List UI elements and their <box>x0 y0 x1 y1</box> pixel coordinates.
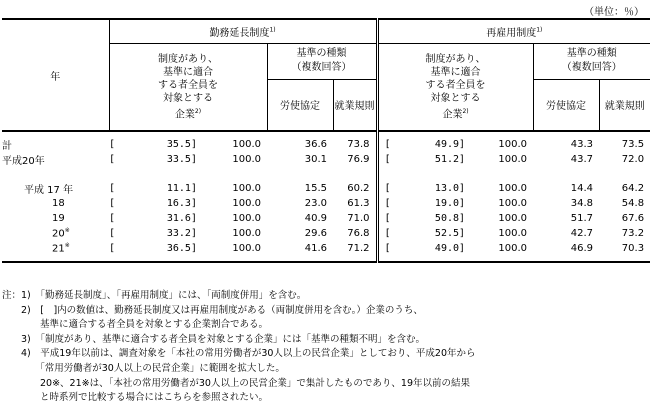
footnote-line: 20※、21※は、「本社の常用労働者が30人以上の民営企業」で集計したものであり、19年以前の結果 <box>2 377 471 389</box>
g1-rules: 71.0 <box>333 211 377 226</box>
bracket-open: [ <box>384 228 391 239</box>
g2-total: 100.0 <box>498 183 528 194</box>
row-year: 18 <box>52 198 65 209</box>
bracket-open: [ <box>109 183 116 194</box>
g1-labor: 36.6 <box>304 139 327 150</box>
bracket-open: [ <box>384 243 391 254</box>
data-table <box>2 18 650 263</box>
g2-labor: 42.7 <box>570 228 594 239</box>
g1-labor: 41.6 <box>304 243 327 254</box>
g2-rules: 73.2 <box>621 228 645 239</box>
footnotes <box>2 289 650 406</box>
table-row <box>2 226 650 241</box>
g1-rules: 61.3 <box>333 196 377 211</box>
footnote-line: 「常用労働者が30人以上の民営企業」に範囲を拡大した。 <box>2 362 285 374</box>
g1-total: 100.0 <box>232 198 261 209</box>
g1-bracket-value: 11.1] <box>166 183 197 194</box>
table-row <box>2 241 650 256</box>
g2-rules: 67.6 <box>621 213 645 224</box>
g1-total: 100.0 <box>232 243 261 254</box>
g1-bracket-value: 33.5] <box>166 154 197 165</box>
g2-bracket-value: 19.0] <box>434 198 466 209</box>
g2-labor: 46.9 <box>570 243 594 254</box>
header-group2: 再雇用制度$^{1)}$ <box>377 19 650 43</box>
row-year: 20※ <box>52 227 70 240</box>
header-g1-labor: 労使協定 <box>267 79 333 131</box>
g1-rules: 60.2 <box>333 181 377 196</box>
g1-labor: 40.9 <box>304 213 327 224</box>
g1-labor: 23.0 <box>304 198 327 209</box>
table-row <box>2 137 650 152</box>
g1-bracket-value: 31.6] <box>166 213 197 224</box>
g1-bracket-value: 33.2] <box>166 228 197 239</box>
bracket-open: [ <box>384 183 391 194</box>
g2-total: 100.0 <box>498 198 528 209</box>
g1-rules: 76.8 <box>333 226 377 241</box>
g2-bracket-value: 52.5] <box>434 228 466 239</box>
row-year: 19 <box>52 213 65 224</box>
row-year: 21※ <box>52 242 70 255</box>
g1-total: 100.0 <box>232 183 261 194</box>
g2-labor: 51.7 <box>570 213 594 224</box>
header-year: 年 <box>2 19 109 131</box>
bracket-open: [ <box>384 213 391 224</box>
footnote-line: 注：1) 「勤務延長制度」、「再雇用制度」には、「両制度併用」を含む。 <box>2 290 307 301</box>
bracket-open: [ <box>384 198 391 209</box>
g2-total: 100.0 <box>498 243 528 254</box>
g2-rules: 64.2 <box>621 183 645 194</box>
g2-rules: 70.3 <box>621 243 645 254</box>
g2-bracket-value: 49.9] <box>434 139 466 150</box>
table-row <box>2 196 650 211</box>
g2-labor: 14.4 <box>570 183 594 194</box>
g2-total: 100.0 <box>498 213 528 224</box>
g2-bracket-value: 13.0] <box>434 183 466 194</box>
row-year: 平成 17 年 <box>24 185 74 196</box>
bracket-open: [ <box>109 213 116 224</box>
footnote-line: 3) 「制度があり、基準に適合する者全員を対象とする企業」には「基準の種類不明」を含む。 <box>2 333 426 345</box>
g1-labor: 30.1 <box>304 154 327 165</box>
footnote-line: 4) 平成19年以前は、調査対象を「本社の常用労働者が30人以上の民営企業」としており、平成20年から <box>2 348 476 360</box>
g1-labor: 15.5 <box>304 183 327 194</box>
g2-labor: 43.3 <box>570 139 594 150</box>
g1-bracket-value: 16.3] <box>166 198 197 209</box>
g2-total: 100.0 <box>498 139 528 150</box>
header-g2-labor: 労使協定 <box>533 79 599 131</box>
g1-total: 100.0 <box>232 154 261 165</box>
g1-bracket-value: 36.5] <box>166 243 197 254</box>
bracket-open: [ <box>109 198 116 209</box>
footnote-line: 基準に適合する者全員を対象とする企業割合である。 <box>2 319 269 331</box>
g2-bracket-value: 51.2] <box>434 154 466 165</box>
g1-labor: 29.6 <box>304 228 327 239</box>
header-group1: 勤務延長制度$^{1)}$ <box>109 19 377 43</box>
header-g2-rules: 就業規則 <box>599 79 650 131</box>
table-row <box>2 181 650 196</box>
footnote-line: と時系列で比較する場合にはこちらを参照されたい。 <box>2 392 269 404</box>
g2-labor: 43.7 <box>570 154 594 165</box>
g1-rules: 76.9 <box>333 152 377 167</box>
g2-total: 100.0 <box>498 228 528 239</box>
g2-total: 100.0 <box>498 154 528 165</box>
table-row <box>2 211 650 226</box>
unit-label: （単位：％） <box>584 7 644 18</box>
table-row <box>2 152 650 167</box>
bracket-open: [ <box>109 139 116 150</box>
header-g1-all-workers: 制度があり、 基準に適合 する者全員を 対象とする 企業$^{2)}$ <box>109 43 267 131</box>
g1-total: 100.0 <box>232 228 261 239</box>
bracket-open: [ <box>109 154 116 165</box>
g1-total: 100.0 <box>232 139 261 150</box>
header-g2-criteria: 基準の種類 （複数回答） <box>533 43 650 79</box>
bracket-open: [ <box>384 154 391 165</box>
g1-rules: 73.8 <box>333 137 377 152</box>
row-year: 平成20年 <box>2 156 45 167</box>
bracket-open: [ <box>109 243 116 254</box>
g1-rules: 71.2 <box>333 241 377 256</box>
row-year: 計 <box>2 141 12 152</box>
g1-total: 100.0 <box>232 213 261 224</box>
footnote-line: 2) [ ]内の数値は、勤務延長制度又は再雇用制度がある（両制度併用を含む。）企業のうち、 <box>2 304 423 316</box>
g2-rules: 73.5 <box>621 139 645 150</box>
bracket-open: [ <box>384 139 391 150</box>
g1-bracket-value: 35.5] <box>166 139 197 150</box>
header-g1-criteria: 基準の種類 （複数回答） <box>267 43 377 79</box>
g2-bracket-value: 50.8] <box>434 213 466 224</box>
g2-rules: 54.8 <box>621 198 645 209</box>
g2-rules: 72.0 <box>621 154 645 165</box>
g2-labor: 34.8 <box>570 198 594 209</box>
header-g2-all-workers: 制度があり、 基準に適合 する者全員を 対象とする 企業$^{2)}$ <box>377 43 533 131</box>
bracket-open: [ <box>109 228 116 239</box>
header-g1-rules: 就業規則 <box>333 79 377 131</box>
g2-bracket-value: 49.0] <box>434 243 466 254</box>
